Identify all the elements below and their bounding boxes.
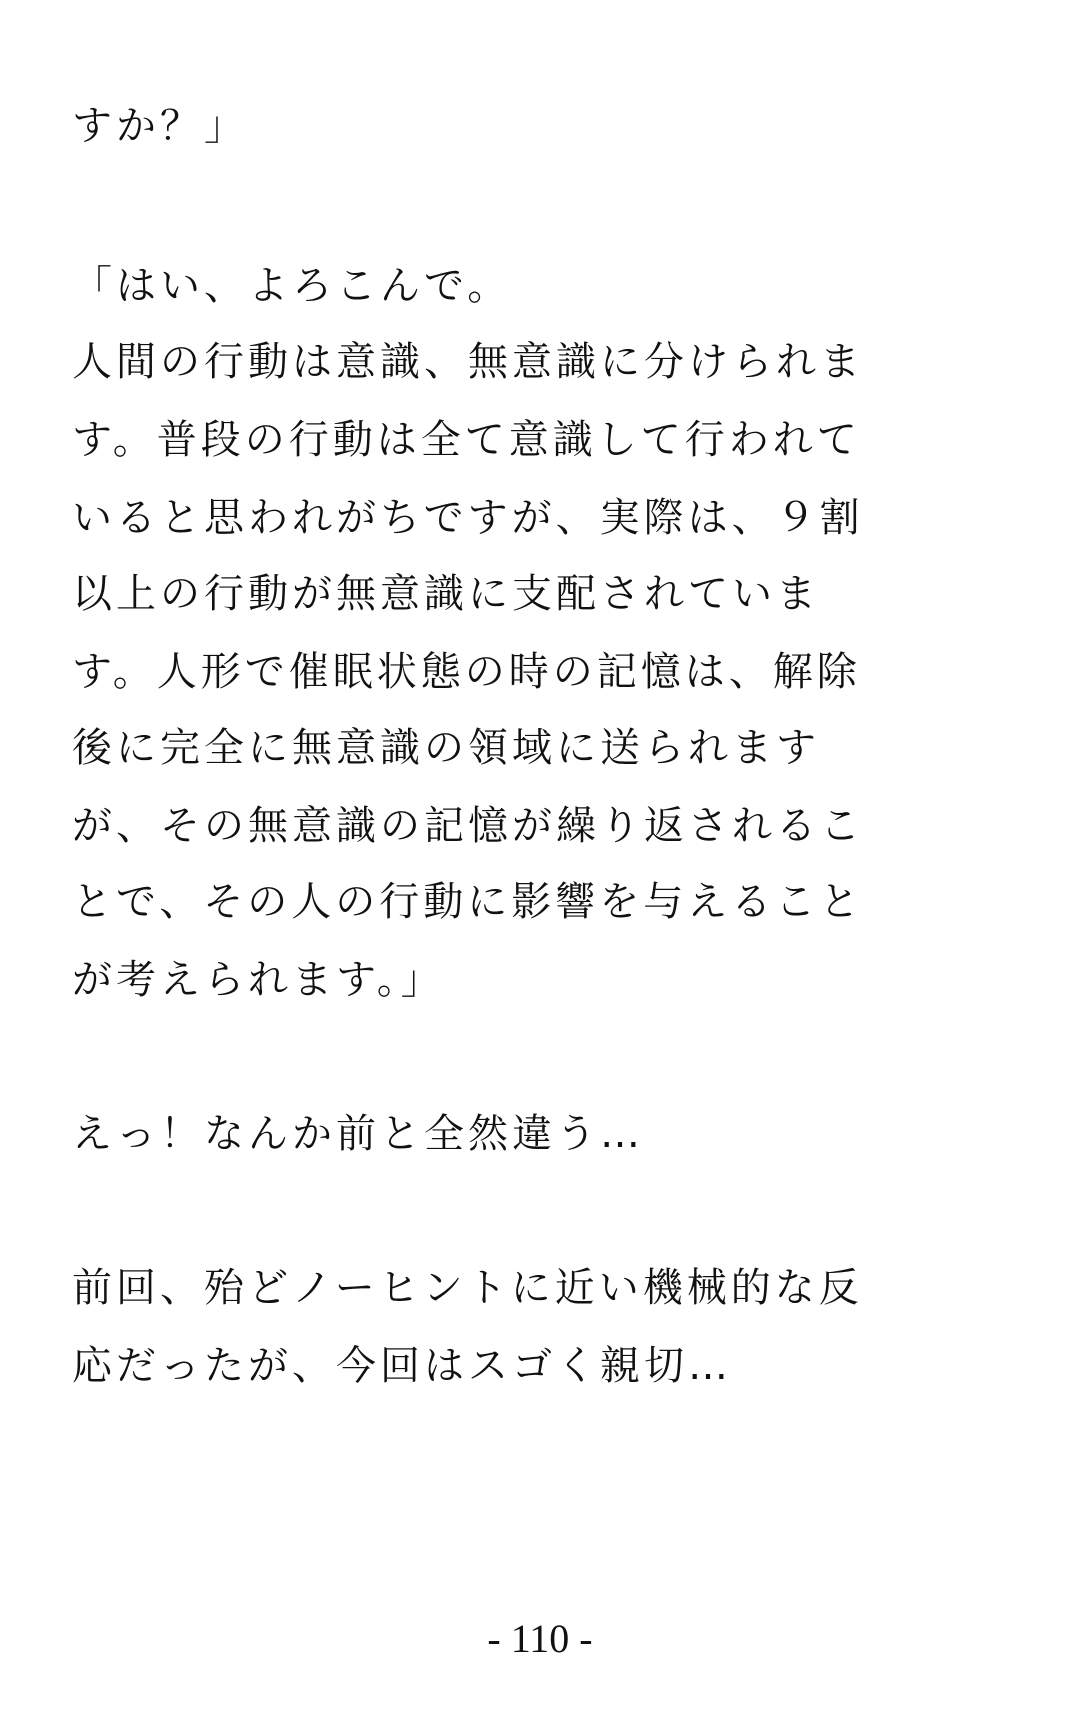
text-line-10: が、その無意識の記憶が繰り返されるこ <box>72 803 864 849</box>
text-line-5: す。普段の行動は全て意識して行われて <box>72 417 861 463</box>
text-line-17: 応だったが、今回はスゴく親切… <box>72 1343 732 1389</box>
text-line-14: えっ！なんか前と全然違う… <box>72 1111 644 1157</box>
text-line-12: が考えられます。」 <box>72 957 445 1003</box>
text-line-3: 「はい、よろこんで。 <box>72 263 512 309</box>
text-line-11: とで、その人の行動に影響を与えること <box>72 879 864 925</box>
page-number: - 110 - <box>487 1616 593 1661</box>
text-line-6: いると思われがちですが、実際は、９割 <box>72 495 864 541</box>
text-line-8: す。人形で催眠状態の時の記憶は、解除 <box>72 649 861 695</box>
text-line-9: 後に完全に無意識の領域に送られます <box>72 725 820 771</box>
text-line-16: 前回、殆どノーヒントに近い機械的な反 <box>72 1265 863 1311</box>
text-line-1: すか？」 <box>72 103 248 149</box>
text-line-4: 人間の行動は意識、無意識に分けられま <box>72 339 864 385</box>
text-line-7: 以上の行動が無意識に支配されていま <box>72 571 820 617</box>
